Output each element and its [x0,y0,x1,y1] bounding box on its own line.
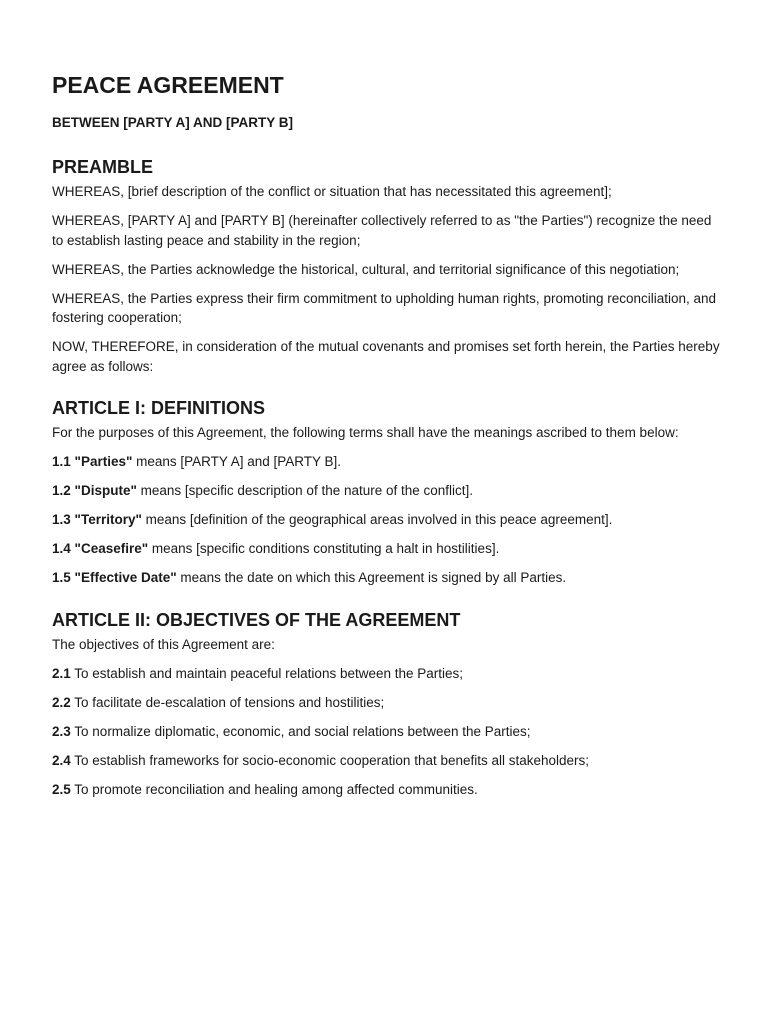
objective-item [52,664,722,684]
definition-item [52,539,722,559]
definition-item [52,568,722,588]
document-title: PEACE AGREEMENT [52,72,284,98]
definition-number: 1.3 [52,512,71,527]
objective-text: To promote reconciliation and healing among affected communities. [70,781,478,797]
definition-term: "Ceasefire" [74,541,149,556]
definition-number: 1.1 [52,454,71,469]
document-page [52,68,722,799]
objective-text: To establish and maintain peaceful relations between the Parties; [70,665,464,681]
definition-item [52,452,722,472]
preamble-heading: PREAMBLE [52,157,154,177]
objective-number: 2.5 [52,781,71,797]
objective-text: To establish frameworks for socio-economic cooperation that benefits all stakeholders; [70,752,590,768]
objective-item [52,693,722,713]
definition-number: 1.5 [52,570,71,585]
objective-item [52,751,722,771]
definition-text: means the date on which this Agreement is signed by all Parties. [176,570,567,585]
objective-number: 2.3 [52,723,71,739]
definition-number: 1.4 [52,541,71,556]
definition-item [52,481,722,501]
definition-term: "Territory" [74,512,142,527]
article-2-intro: The objectives of this Agreement are: [52,636,275,652]
objective-number: 2.4 [52,752,71,768]
article-1-heading: ARTICLE I: DEFINITIONS [52,398,265,418]
definition-text: means [PARTY A] and [PARTY B]. [132,454,341,469]
preamble-paragraph: WHEREAS, [PARTY A] and [PARTY B] (hereinafter collectively referred to as "the Parties") recognize the need to establish lasting peace and stability in the region; [52,213,712,248]
document-subtitle: BETWEEN [PARTY A] AND [PARTY B] [52,115,293,130]
objective-number: 2.2 [52,694,71,710]
definition-term: "Dispute" [74,483,137,498]
objective-text: To normalize diplomatic, economic, and social relations between the Parties; [70,723,531,739]
article-1-intro: For the purposes of this Agreement, the following terms shall have the meanings ascribed to them below: [52,425,679,440]
objective-item [52,722,722,742]
preamble-paragraph: NOW, THEREFORE, in consideration of the mutual covenants and promises set forth herein, the Parties hereby agree as follows: [52,339,720,374]
article-2-heading: ARTICLE II: OBJECTIVES OF THE AGREEMENT [52,609,461,630]
definition-term: "Parties" [74,454,133,469]
preamble-paragraph: WHEREAS, the Parties express their firm commitment to upholding human rights, promoting reconciliation, and fostering cooperation; [52,290,717,325]
definition-text: means [definition of the geographical areas involved in this peace agreement]. [141,512,613,527]
objective-number: 2.1 [52,665,71,681]
definition-text: means [specific conditions constituting a halt in hostilities]. [148,541,500,556]
definition-text: means [specific description of the nature of the conflict]. [136,483,474,498]
preamble-paragraph: WHEREAS, the Parties acknowledge the historical, cultural, and territorial significance of this negotiation; [52,261,680,277]
definition-item [52,510,722,530]
objective-text: To facilitate de-escalation of tensions and hostilities; [70,694,385,710]
preamble-paragraph: WHEREAS, [brief description of the conflict or situation that has necessitated this agreement]; [52,184,612,199]
objective-item [52,780,722,800]
definition-number: 1.2 [52,483,71,498]
definition-term: "Effective Date" [74,570,177,585]
